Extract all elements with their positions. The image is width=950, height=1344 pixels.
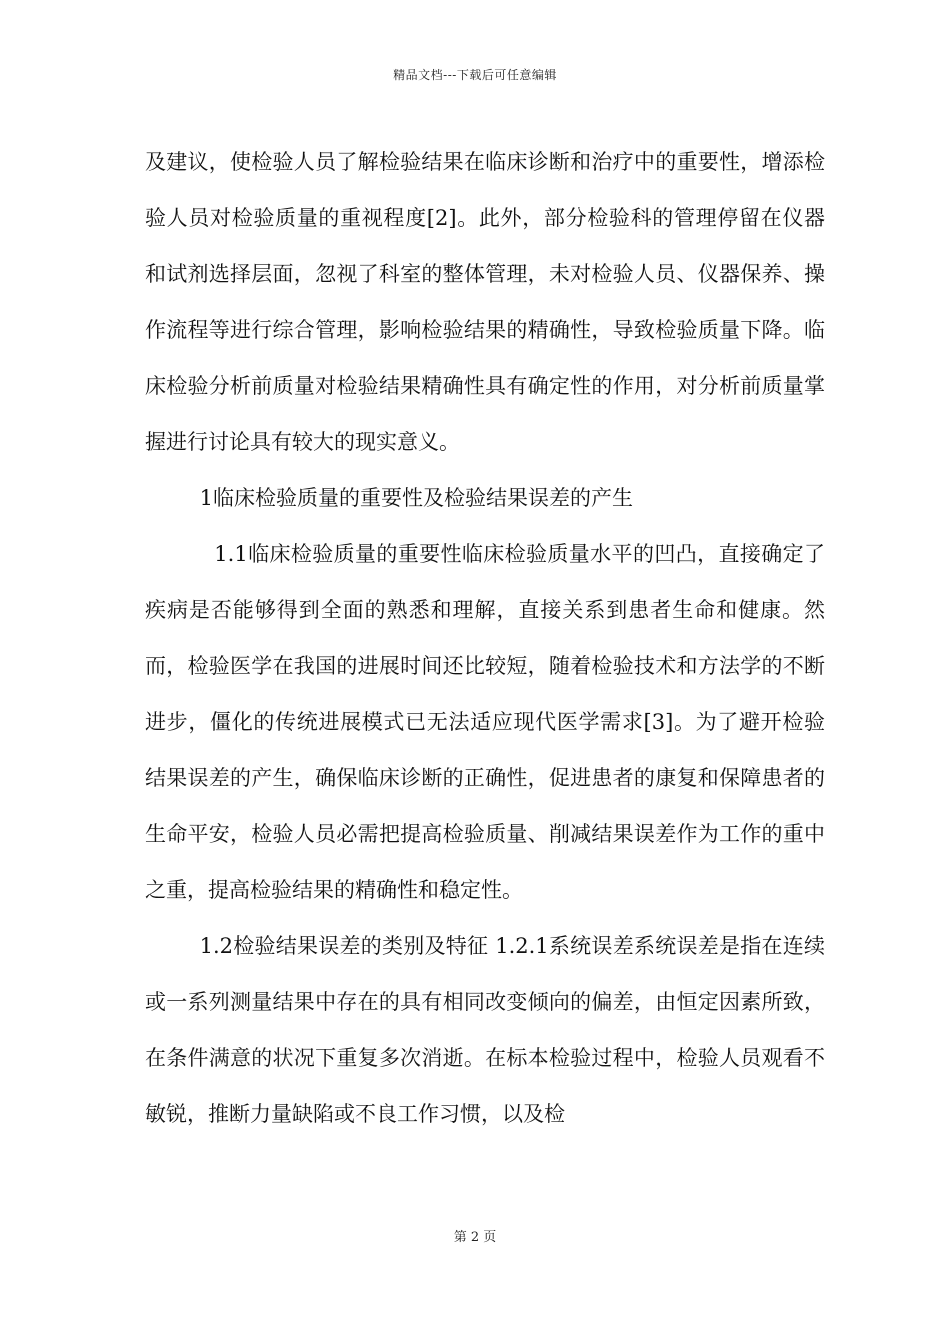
document-body — [145, 134, 825, 1142]
paragraph-continuation: 及建议，使检验人员了解检验结果在临床诊断和治疗中的重要性，增添检验人员对检验质量的重视程度[2]。此外，部分检验科的管理停留在仪器和试剂选择层面，忽视了科室的整体管理，未对检验人员、仪器保养、操作流程等进行综合管理，影响检验结果的精确性，导致检验质量下降。临床检验分析前质量对检验结果精确性具有确定性的作用，对分析前质量掌握进行讨论具有较大的现实意义。 — [145, 150, 825, 454]
paragraph-error-types: 1.2检验结果误差的类别及特征 1.2.1系统误差系统误差是指在连续或一系列测量结果中存在的具有相同改变倾向的偏差，由恒定因素所致，在条件满意的状况下重复多次消逝。在标本检验过程中，检验人员观看不敏锐，推断力量缺陷或不良工作习惯，以及检 — [145, 934, 825, 1126]
page-header: 精品文档---下载后可任意编辑 — [393, 68, 557, 82]
paragraph-importance: 1.1临床检验质量的重要性临床检验质量水平的凹凸，直接确定了疾病是否能够得到全面的熟悉和理解，直接关系到患者生命和健康。然而，检验医学在我国的进展时间还比较短，随着检验技术和方法学的不断进步，僵化的传统进展模式已无法适应现代医学需求[3]。为了避开检验结果误差的产生，确保临床诊断的正确性，促进患者的康复和保障患者的生命平安，检验人员必需把提高检验质量、削减结果误差作为工作的重中之重，提高检验结果的精确性和稳定性。 — [145, 542, 825, 902]
page-number: 第 2 页 — [453, 1230, 497, 1245]
section-heading: 1临床检验质量的重要性及检验结果误差的产生 — [199, 486, 633, 510]
